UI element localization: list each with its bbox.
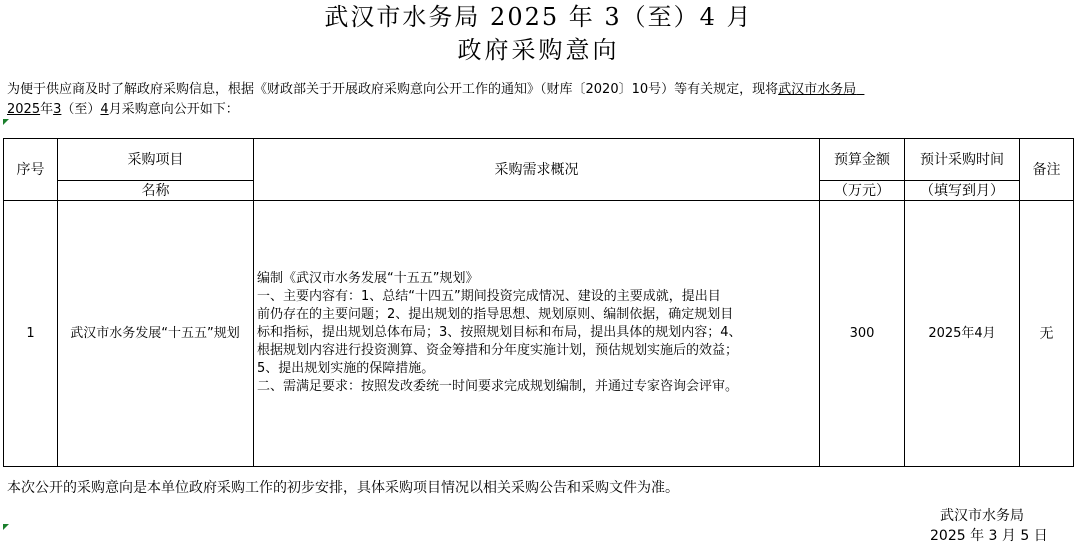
desc-line: 一、主要内容有：1、总结“十四五”期间投资完成情况、建设的主要成就，提出目 (257, 289, 721, 304)
header-remark: 备注 (1032, 161, 1061, 178)
signature-org: 武汉市水务局 (940, 508, 1024, 524)
intro-to-label: （至） (61, 102, 101, 117)
col-line-6 (1073, 138, 1074, 467)
row-remark: 无 (1039, 325, 1054, 342)
header-time: 预计采购时间 (920, 151, 1004, 168)
intro-text-end: 月采购意向公开如下： (108, 102, 239, 117)
desc-line: 根据规划内容进行投资测算、资金筹措和分年度实施计划，预估规划实施后的效益； (257, 343, 739, 358)
row-time: 2025年4月 (928, 325, 996, 341)
cell-corner-marker-icon (3, 524, 9, 530)
header-project: 采购项目 (127, 151, 184, 168)
intro-year: 2025 (7, 102, 41, 117)
footer-note: 本次公开的采购意向是本单位政府采购工作的初步安排，具体采购项目情况以相关采购公告和采购文件为准。 (7, 480, 679, 496)
signature-date: 2025 年 3 月 5 日 (930, 528, 1048, 544)
intro-from-month: 3 (53, 102, 62, 117)
intro-paragraph (7, 80, 1073, 120)
row-no: 1 (26, 325, 35, 341)
header-project-name: 名称 (141, 182, 170, 199)
header-desc: 采购需求概况 (494, 161, 579, 178)
row-budget: 300 (849, 325, 875, 341)
desc-line: 编制《武汉市水务发展“十五五”规划》 (257, 271, 479, 286)
intro-to-month: 4 (100, 102, 109, 117)
row-description (257, 270, 819, 396)
desc-line: 二、需满足要求：按照发改委统一时间要求完成规划编制，并通过专家咨询会评审。 (257, 379, 739, 394)
intro-text: 为便于供应商及时了解政府采购信息，根据《财政部关于开展政府采购意向公开工作的通知》（财库〔2020〕10号）等有关规定，现将 (7, 82, 779, 97)
intro-blank (856, 82, 864, 97)
intro-year-label: 年 (40, 102, 54, 117)
intro-unit: 武汉市水务局 (778, 82, 857, 97)
page-title: 武汉市水务局 2025 年 3（至）4 月 (324, 3, 753, 31)
desc-line: 标和指标，提出规划总体布局；3、按照规划目标和布局，提出具体的规划内容；4、 (257, 325, 742, 340)
header-no: 序号 (16, 161, 45, 178)
header-budget: 预算金额 (834, 151, 890, 168)
header-time-unit: （填写到月） (920, 182, 1004, 199)
row-project-name: 武汉市水务发展“十五五”规划 (70, 325, 240, 341)
header-budget-unit: （万元） (834, 182, 890, 199)
desc-line: 5、提出规划实施的保障措施。 (257, 361, 435, 376)
table-border-bottom (3, 466, 1074, 467)
desc-line: 前仍存在的主要问题；2、提出规划的指导思想、规划原则、编制依据，确定规划目 (257, 307, 734, 322)
cell-corner-marker-icon (3, 119, 9, 125)
page-subtitle: 政府采购意向 (457, 36, 620, 64)
